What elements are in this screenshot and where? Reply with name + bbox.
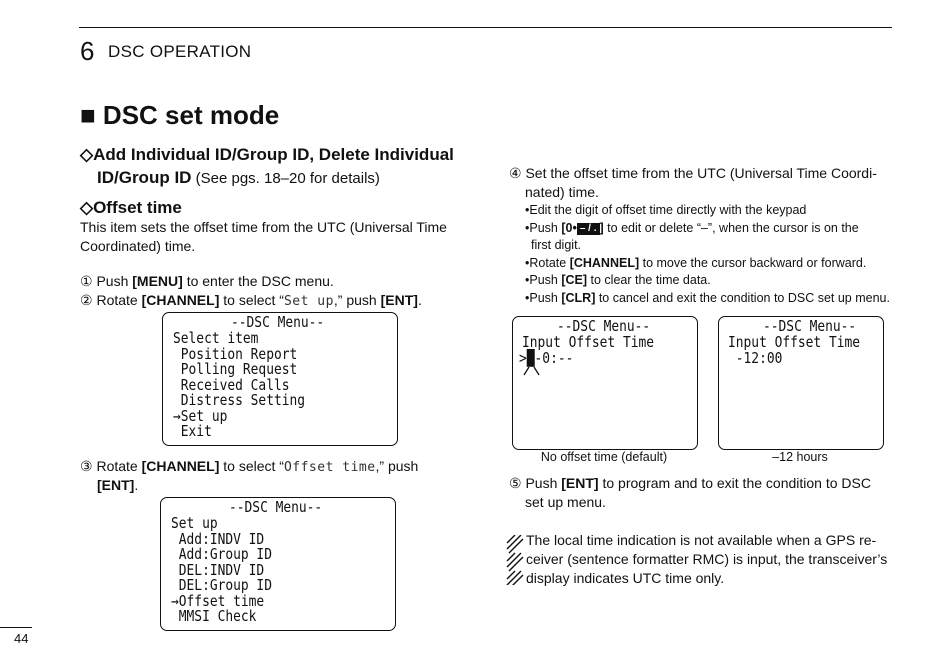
lcd-line: MMSI Check	[171, 607, 257, 625]
lcd-line: Select item	[173, 329, 259, 347]
page-number-rule	[0, 627, 32, 628]
ent-key: [ENT]	[97, 477, 135, 493]
menu-key: [MENU]	[132, 273, 183, 289]
note-hatch-icon	[506, 535, 524, 585]
lcd-line: Polling Request	[173, 360, 298, 378]
lcd-line: -12:00	[728, 349, 783, 367]
bullet-push-zero-cont: first digit.	[531, 238, 582, 252]
caption-minus-12-hours: –12 hours	[772, 450, 828, 464]
step-2-number: ②	[80, 292, 93, 308]
subheading-offset-time: ◇Offset time	[80, 198, 182, 217]
ent-key: [ENT]	[561, 475, 599, 491]
step-1: ① Push [MENU] to enter the DSC menu.	[80, 273, 334, 289]
lcd-line: DEL:INDV ID	[171, 561, 265, 579]
lcd-line: Set up	[171, 514, 218, 532]
lcd-line: →Offset time	[171, 592, 265, 610]
cursor-arrows-icon	[521, 364, 543, 378]
step-1-number: ①	[80, 273, 93, 289]
step-2: ② Rotate [CHANNEL] to select “Set up,” push [ENT].	[80, 292, 422, 309]
note-line-3: display indicates UTC time only.	[526, 570, 725, 586]
lcd-input-offset-minus-12	[718, 316, 884, 450]
step-4-number: ④	[509, 165, 522, 181]
lcd-line: --DSC Menu--	[231, 313, 325, 331]
lcd-line: --DSC Menu--	[763, 317, 857, 335]
ent-key: [ENT]	[380, 292, 418, 308]
bullet-edit-digit: •Edit the digit of offset time directly with the keypad	[525, 203, 807, 217]
chapter-number: 6	[80, 36, 95, 66]
intro-line-1: This item sets the offset time from the UTC (Universal Time	[80, 219, 447, 235]
lcd-line: Input Offset Time	[522, 333, 655, 351]
header-rule	[79, 27, 892, 28]
chapter-title: DSC OPERATION	[108, 42, 252, 61]
caption-no-offset: No offset time (default)	[540, 450, 668, 464]
lcd-line: Input Offset Time	[728, 333, 861, 351]
step-5: ⑤ Push [ENT] to program and to exit the condition to DSC	[509, 475, 871, 491]
step-3-number: ③	[80, 458, 93, 474]
intro-line-2: Coordinated) time.	[80, 238, 196, 254]
subheading-add-individual-id: ◇Add Individual ID/Group ID, Delete Individual	[80, 145, 454, 164]
lcd-line: DEL:Group ID	[171, 576, 272, 594]
dash-slash-dot-key-icon: – / .	[577, 223, 600, 235]
clr-key: [CLR]	[561, 291, 596, 305]
lcd-dsc-menu-select-item	[162, 312, 398, 446]
subheading-id-group: ID/Group ID	[97, 168, 192, 187]
bullet-push-zero: •Push [0• – / . ] to edit or delete “–”, when the cursor is on the	[525, 221, 859, 235]
bullet-push-ce: •Push [CE] to clear the time data.	[525, 273, 711, 287]
page-reference: (See pgs. 18–20 for details)	[191, 170, 380, 187]
lcd-text-set-up: Set up	[283, 294, 334, 309]
note-line-2: ceiver (sentence formatter RMC) is input, the transceiver’s	[526, 551, 888, 567]
lcd-text-offset-time: Offset time	[283, 460, 376, 475]
note-line-1: The local time indication is not available when a GPS re-	[526, 532, 877, 548]
lcd-line: --DSC Menu--	[557, 317, 651, 335]
ce-key: [CE]	[561, 273, 588, 287]
step-3-cont: [ENT].	[97, 477, 139, 493]
lcd-line: Exit	[173, 422, 212, 440]
step-3: ③ Rotate [CHANNEL] to select “Offset time,” push	[80, 458, 419, 475]
page-number: 44	[14, 631, 29, 646]
lcd-line: Add:INDV ID	[171, 530, 265, 548]
step-5-cont: set up menu.	[525, 494, 606, 510]
lcd-input-offset-default	[512, 316, 698, 450]
lcd-dsc-menu-set-up	[160, 497, 396, 631]
lcd-line: Add:Group ID	[171, 545, 272, 563]
channel-key: [CHANNEL]	[141, 292, 220, 308]
step-5-number: ⑤	[509, 475, 522, 491]
step-4-line-2: nated) time.	[525, 184, 599, 200]
channel-key: [CHANNEL]	[569, 256, 640, 270]
section-title: ■ DSC set mode	[80, 100, 280, 130]
step-4-line-1: ④ Set the offset time from the UTC (Universal Time Coordi-	[509, 165, 877, 181]
lcd-line: Received Calls	[173, 376, 290, 394]
subheading-id-group-line	[97, 166, 380, 189]
lcd-line: --DSC Menu--	[229, 498, 323, 516]
bullet-rotate-channel: •Rotate [CHANNEL] to move the cursor backward or forward.	[525, 256, 867, 270]
lcd-line: Distress Setting	[173, 391, 306, 409]
lcd-line: Position Report	[173, 345, 298, 363]
lcd-line: >█-0:--	[519, 349, 574, 367]
zero-key: [0•	[561, 221, 577, 235]
channel-key: [CHANNEL]	[141, 458, 220, 474]
bullet-push-clr: •Push [CLR] to cancel and exit the condition to DSC set up menu.	[525, 291, 890, 305]
lcd-line: →Set up	[173, 407, 228, 425]
